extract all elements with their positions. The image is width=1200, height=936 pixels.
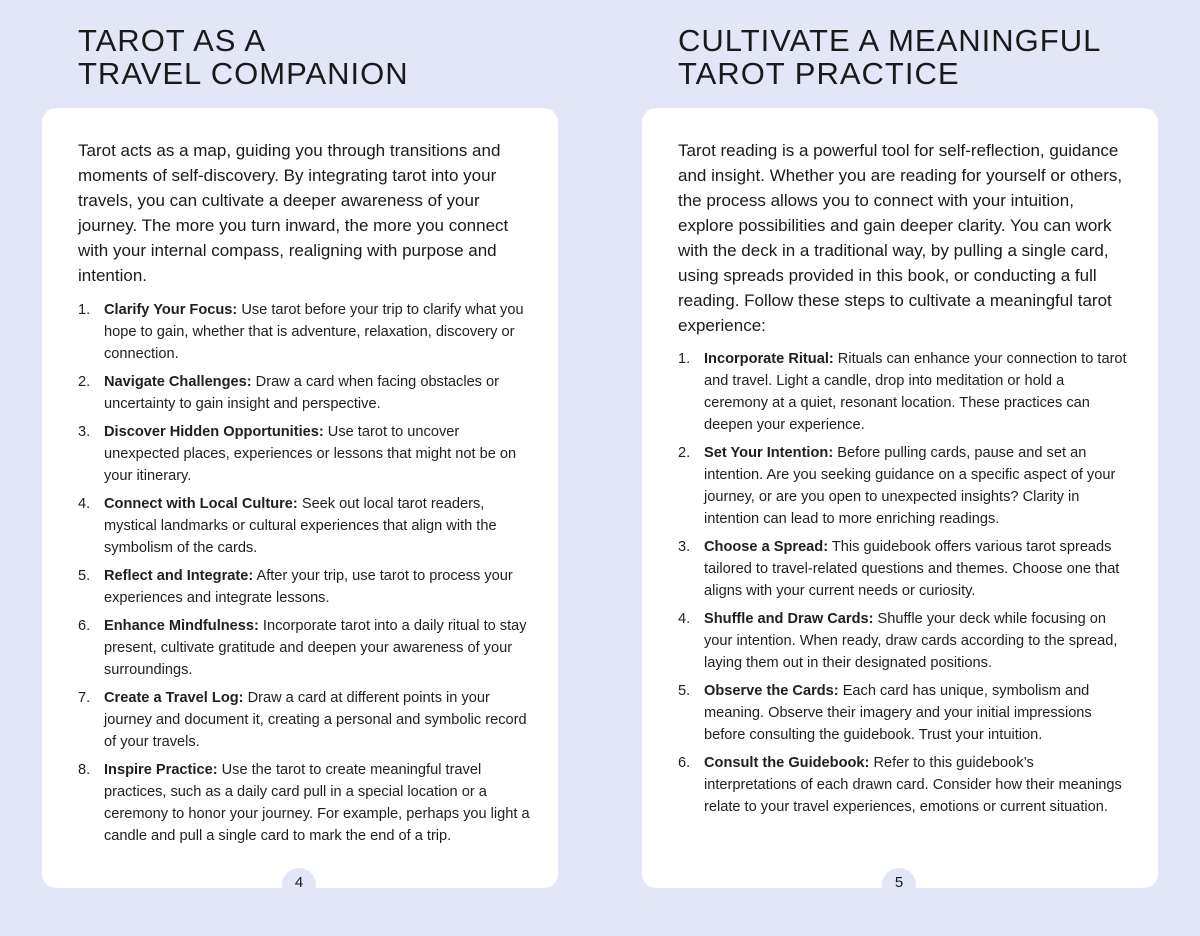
item-heading: Create a Travel Log: (104, 690, 244, 706)
list-item (678, 442, 1130, 530)
item-heading: Discover Hidden Opportunities: (104, 424, 324, 440)
item-text: Rituals can enhance your connection to tarot and travel. Light a candle, drop into meditation or hold a ceremony at a quiet, resonant location. These practices can deepen your experience. (704, 351, 1127, 433)
page-title (78, 24, 409, 90)
item-number: 3. (678, 539, 691, 555)
intro-paragraph: Tarot acts as a map, guiding you through transitions and moments of self-discovery. By integrating tarot into your travels, you can cultivate a deeper awareness of your journey. The more you turn inward, the more you connect with your internal compass, realigning with purpose and intention. (78, 141, 509, 285)
item-heading: Incorporate Ritual: (704, 351, 834, 367)
item-text: Before pulling cards, pause and set an intention. Are you seeking guidance on a specific aspect of your journey, or are you open to unexpected insights? Clarity in intention can lead to more enriching readings. (704, 445, 1116, 527)
list-item (78, 421, 530, 487)
item-text: This guidebook offers various tarot spreads tailored to travel-related questions and themes. Choose one that aligns with your current needs or curiosity. (704, 539, 1120, 599)
item-heading: Set Your Intention: (704, 445, 834, 461)
item-number: 1. (78, 302, 91, 318)
list-item (78, 371, 530, 415)
item-heading: Navigate Challenges: (104, 374, 252, 390)
list-item (678, 536, 1130, 602)
item-text: Use tarot before your trip to clarify what you hope to gain, whether that is adventure, relaxation, discovery or connection. (104, 302, 524, 362)
item-heading: Observe the Cards: (704, 683, 839, 699)
item-text: Each card has unique, symbolism and meaning. Observe their imagery and your initial impressions before consulting the guidebook. Trust your intuition. (704, 683, 1092, 743)
page-title (678, 24, 1101, 90)
item-number: 1. (678, 351, 691, 367)
steps-list (78, 299, 530, 853)
list-item (78, 493, 530, 559)
item-number: 3. (78, 424, 91, 440)
item-text: Use the tarot to create meaningful travel practices, such as a daily card pull in a special location or a ceremony to honor your journey. For example, perhaps you light a candle and pull a single card to mark the end of a trip. (104, 762, 530, 844)
page-number: 5 (882, 868, 916, 902)
intro-paragraph: Tarot reading is a powerful tool for self-reflection, guidance and insight. Whether you are reading for yourself or others, the process allows you to connect with your intuition, explore possibilities and gain deeper clarity. You can work with the deck in a traditional way, by pulling a single card, using spreads provided in this book, or conducting a full reading. Follow these steps to cultivate a meaningful tarot experience: (678, 141, 1123, 335)
content-card (42, 108, 558, 891)
content-card (642, 108, 1158, 891)
item-text: Seek out local tarot readers, mystical landmarks or cultural experiences that align with the symbolism of the cards. (104, 496, 497, 556)
title-line-2: TRAVEL COMPANION (78, 56, 409, 91)
item-number: 5. (78, 568, 91, 584)
item-heading: Inspire Practice: (104, 762, 218, 778)
page-number: 4 (282, 868, 316, 902)
list-item (678, 752, 1130, 818)
list-item (78, 759, 530, 847)
item-heading: Clarify Your Focus: (104, 302, 238, 318)
list-item (78, 615, 530, 681)
item-heading: Enhance Mindfulness: (104, 618, 259, 634)
list-item (678, 348, 1130, 436)
item-number: 6. (78, 618, 91, 634)
item-number: 2. (78, 374, 91, 390)
title-line-1: CULTIVATE A MEANINGFUL (678, 23, 1102, 58)
steps-list (678, 348, 1130, 824)
list-item (678, 608, 1130, 674)
list-item (678, 680, 1130, 746)
title-line-2: TAROT PRACTICE (678, 56, 960, 91)
item-text: Draw a card when facing obstacles or uncertainty to gain insight and perspective. (104, 374, 500, 412)
item-number: 5. (678, 683, 691, 699)
item-heading: Connect with Local Culture: (104, 496, 298, 512)
title-line-1: TAROT AS A (78, 23, 267, 58)
item-heading: Choose a Spread: (704, 539, 829, 555)
item-text: Draw a card at different points in your journey and document it, creating a personal and symbolic record of your travels. (104, 690, 527, 750)
list-item (78, 687, 530, 753)
list-item (78, 565, 530, 609)
item-number: 4. (678, 611, 691, 627)
item-number: 6. (678, 755, 691, 771)
item-number: 8. (78, 762, 91, 778)
right-page (600, 0, 1200, 936)
item-number: 7. (78, 690, 91, 706)
item-text: Shuffle your deck while focusing on your intention. When ready, draw cards according to the spread, laying them out in their designated positions. (704, 611, 1118, 671)
item-text: Refer to this guidebook’s interpretations of each drawn card. Consider how their meanings relate to your travel experiences, emotions or current situation. (704, 755, 1122, 815)
list-item (78, 299, 530, 365)
item-number: 4. (78, 496, 91, 512)
item-text: Incorporate tarot into a daily ritual to stay present, cultivate gratitude and deepen your awareness of your surroundings. (104, 618, 527, 678)
item-text: After your trip, use tarot to process your experiences and integrate lessons. (104, 568, 513, 606)
item-text: Use tarot to uncover unexpected places, experiences or lessons that might not be on your itinerary. (104, 424, 517, 484)
item-heading: Shuffle and Draw Cards: (704, 611, 874, 627)
item-heading: Consult the Guidebook: (704, 755, 870, 771)
item-number: 2. (678, 445, 691, 461)
item-heading: Reflect and Integrate: (104, 568, 254, 584)
